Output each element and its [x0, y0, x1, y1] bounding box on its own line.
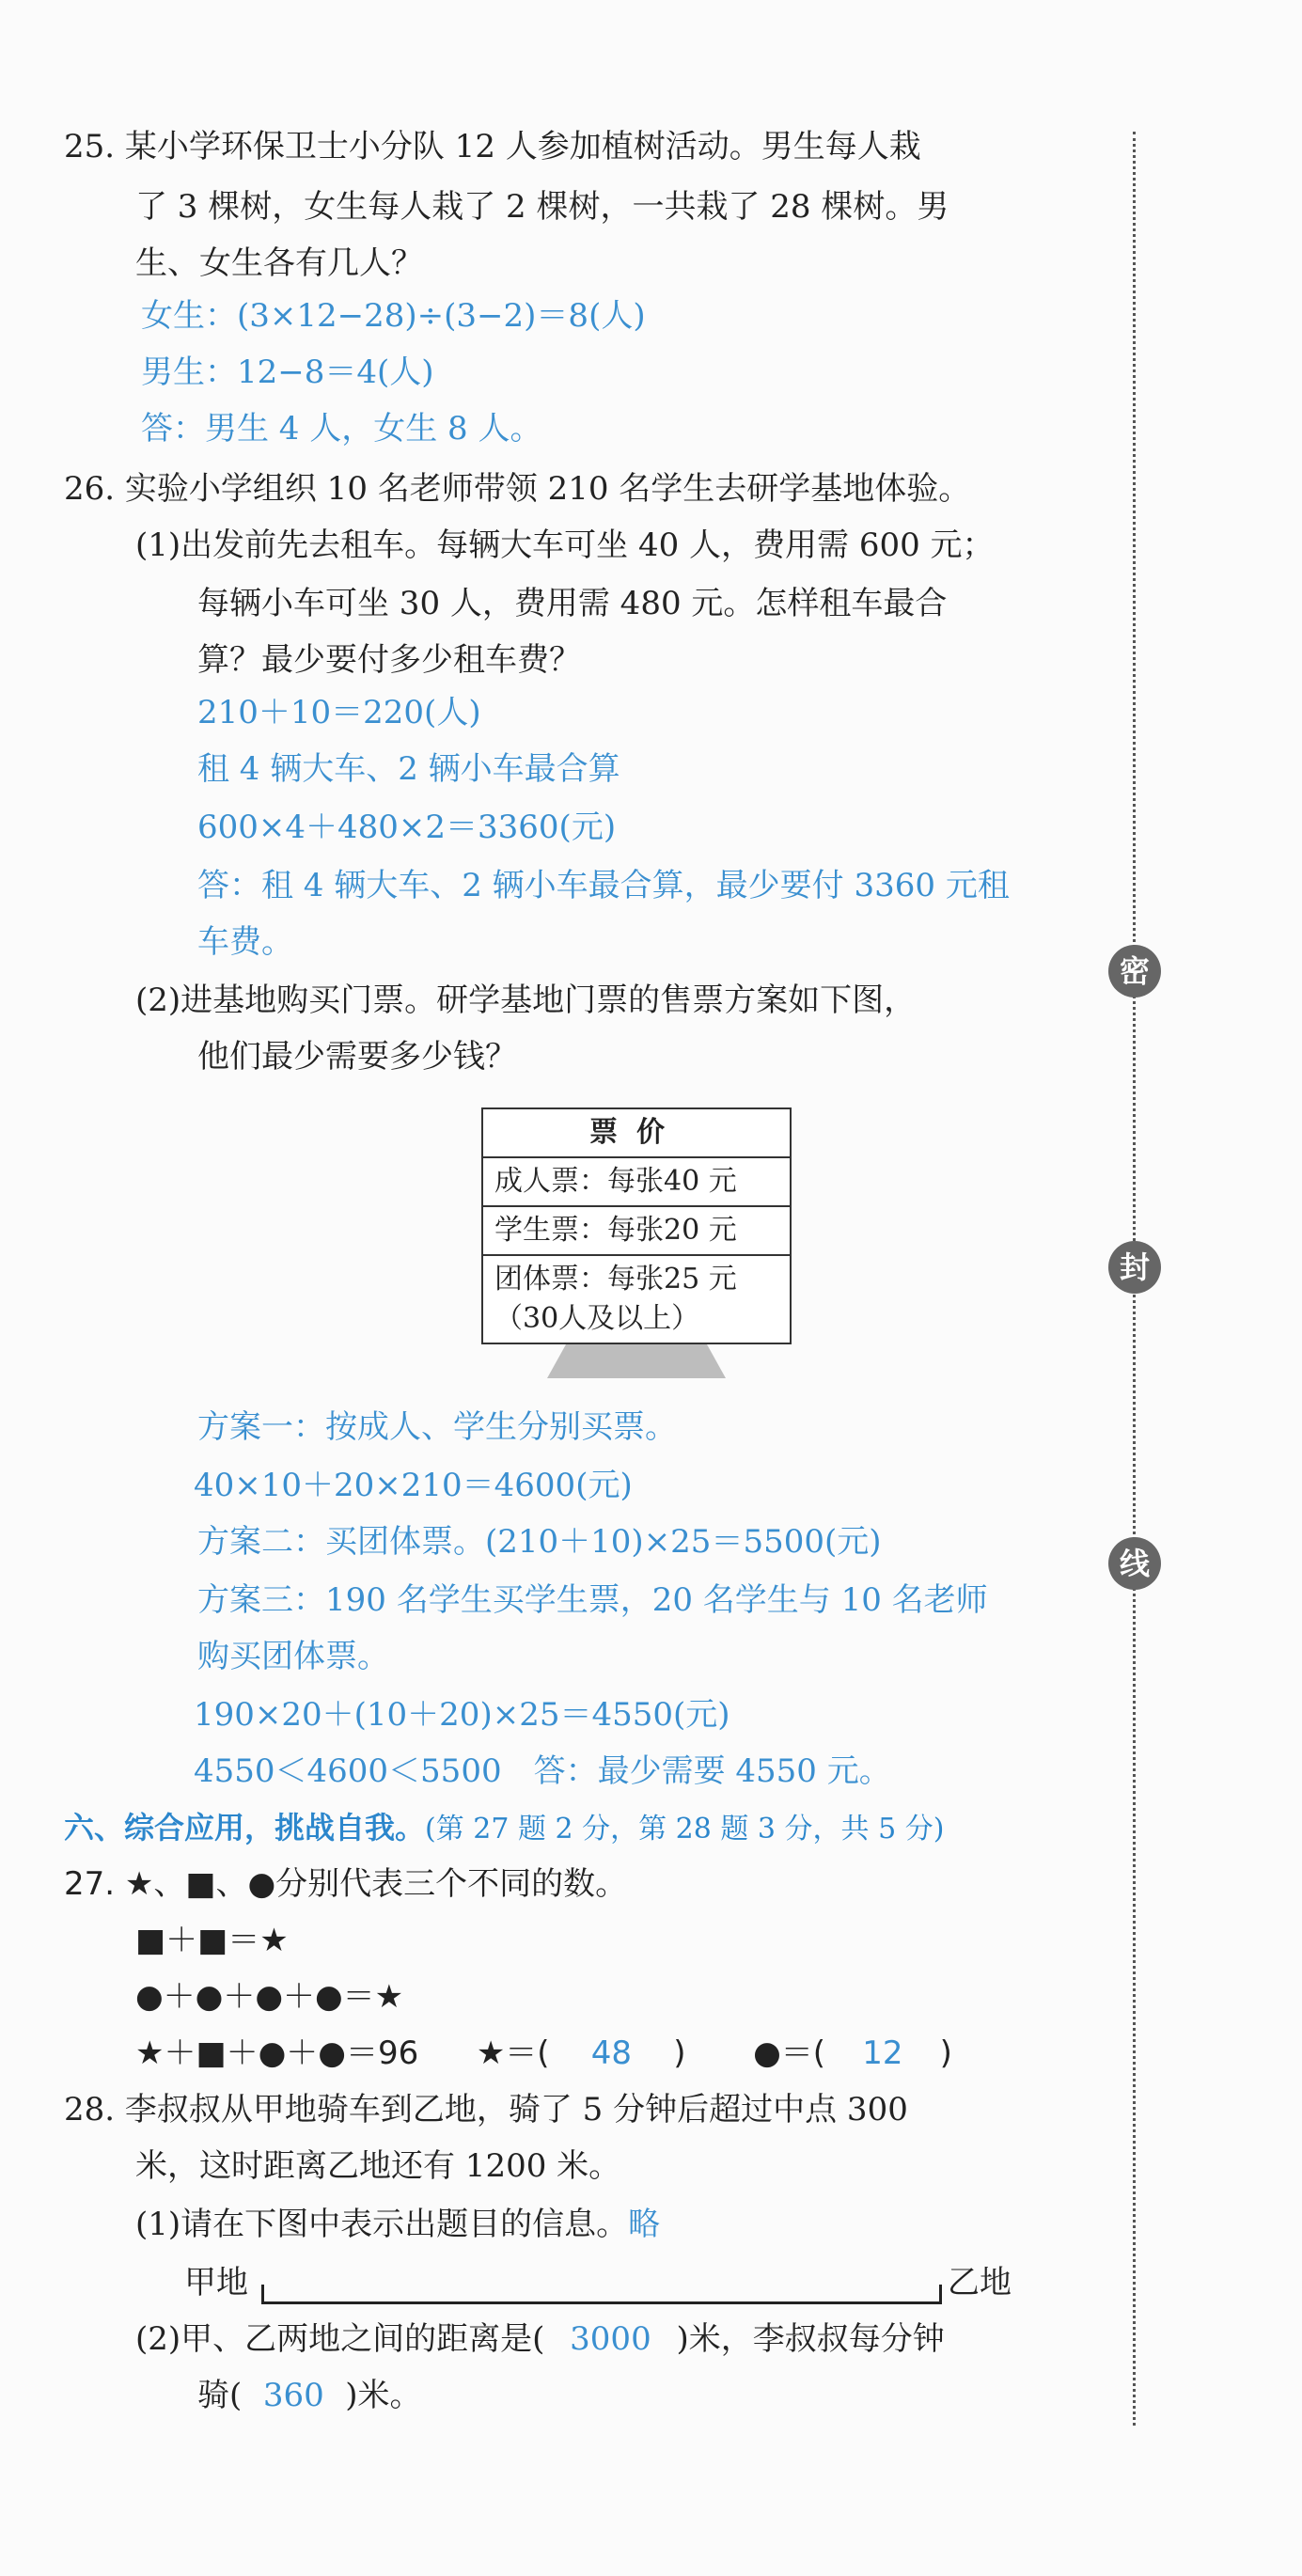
q27-equation-1: ■＋■＝★ [135, 1922, 289, 1959]
q26-part1-line-1: (1)出发前先去租车。每辆大车可坐 40 人，费用需 600 元； [135, 526, 995, 564]
seal-mark-feng: 封 [1108, 1241, 1161, 1294]
q27-star-label: ★＝( [476, 2034, 550, 2072]
distance-line-segment [261, 2285, 942, 2304]
q28-part2-text-c: 骑( [197, 2377, 243, 2414]
q28-part2-line-1 [135, 2317, 945, 2362]
board-stand [547, 1344, 726, 1378]
q25-answer-1: 女生：(3×12−28)÷(3−2)＝8(人) [141, 297, 646, 335]
q26-part2-line-2: 他们最少需要多少钱？ [197, 1038, 517, 1076]
q26-part2-answer-5: 购买团体票。 [197, 1638, 389, 1675]
q26-line-1: 26. 实验小学组织 10 名老师带领 210 名学生去研学基地体验。 [64, 470, 971, 508]
q28-part1 [135, 2202, 660, 2247]
q26-part1-answer-4: 答：租 4 辆大车、2 辆小车最合算，最少要付 3360 元租 [197, 867, 1010, 904]
q28-line-2: 米，这时距离乙地还有 1200 米。 [135, 2147, 621, 2185]
q27-circle-label: ●＝( [753, 2034, 826, 2072]
q27-star-answer: 48 [590, 2034, 633, 2072]
ticket-adult: 成人票：每张40 元 [482, 1157, 791, 1206]
q26-part2-answer-7: 4550＜4600＜5500 答：最少需要 4550 元。 [194, 1752, 891, 1790]
q27-circle-answer: 12 [862, 2034, 903, 2072]
ticket-student: 学生票：每张20 元 [482, 1206, 791, 1255]
q25-line-2: 了 3 棵树，女生每人栽了 2 棵树，一共栽了 28 棵树。男 [135, 188, 949, 226]
ticket-price-table [481, 1107, 792, 1344]
seal-mark-mi: 密 [1108, 945, 1161, 997]
q25-answer-3: 答：男生 4 人，女生 8 人。 [141, 410, 542, 448]
q28-start-label: 甲地 [184, 2264, 248, 2301]
q27-line-1: 27. ★、■、●分别代表三个不同的数。 [64, 1865, 628, 1903]
q26-part1-answer-1: 210＋10＝220(人) [197, 694, 481, 731]
q26-part1-line-2: 每辆小车可坐 30 人，费用需 480 元。怎样租车最合 [197, 585, 948, 622]
ticket-group-price: 团体票：每张25 元 [494, 1263, 737, 1296]
q26-part2-answer-2: 40×10＋20×210＝4600(元) [194, 1467, 633, 1504]
q28-distance-answer: 3000 [570, 2320, 651, 2358]
q28-part2-text-d: )米。 [345, 2377, 422, 2414]
section-6-title: 六、综合应用，挑战自我。 [64, 1810, 426, 1846]
ticket-title: 票价 [482, 1108, 791, 1157]
q28-part2-line-2 [197, 2373, 422, 2418]
q26-part1-answer-2: 租 4 辆大车、2 辆小车最合算 [197, 750, 620, 788]
q27-star-close: ) [673, 2034, 686, 2072]
ticket-group [482, 1255, 791, 1343]
q27-equation-3 [135, 2031, 952, 2076]
section-6-points: (第 27 题 2 分，第 28 题 3 分，共 5 分) [425, 1813, 945, 1846]
q26-part1-answer-3: 600×4＋480×2＝3360(元) [197, 809, 617, 846]
q25-line-3: 生、女生各有几人？ [135, 244, 423, 282]
q28-part2-text-a: (2)甲、乙两地之间的距离是( [135, 2320, 545, 2358]
q26-part2-answer-1: 方案一：按成人、学生分别买票。 [197, 1408, 677, 1446]
ticket-price-board [481, 1107, 792, 1378]
q28-line-1: 28. 李叔叔从甲地骑车到乙地，骑了 5 分钟后超过中点 300 [64, 2091, 908, 2128]
q25-answer-2: 男生：12−8＝4(人) [141, 353, 434, 391]
q26-part1-line-3: 算？最少要付多少租车费？ [197, 641, 581, 679]
q27-equation-2: ●＋●＋●＋●＝★ [135, 1978, 404, 2016]
seal-mark-xian: 线 [1108, 1537, 1161, 1590]
q26-part1-answer-5: 车费。 [197, 923, 293, 961]
q28-end-label: 乙地 [948, 2264, 1012, 2301]
q28-speed-answer: 360 [262, 2377, 324, 2414]
q27-circle-close: ) [939, 2034, 952, 2072]
q26-part2-answer-4: 方案三：190 名学生买学生票，20 名学生与 10 名老师 [197, 1581, 988, 1619]
q25-line-1: 25. 某小学环保卫士小分队 12 人参加植树活动。男生每人栽 [64, 128, 921, 165]
q28-part1-text: (1)请在下图中表示出题目的信息。 [135, 2206, 629, 2243]
q26-part2-line-1: (2)进基地购买门票。研学基地门票的售票方案如下图， [135, 982, 917, 1019]
q26-part2-answer-6: 190×20＋(10＋20)×25＝4550(元) [194, 1696, 730, 1734]
q27-equation-3-text: ★＋■＋●＋●＝96 [135, 2034, 419, 2072]
ticket-group-note: （30人及以上） [494, 1302, 700, 1335]
q28-part2-text-b: )米，李叔叔每分钟 [676, 2320, 945, 2358]
q28-part1-answer: 略 [628, 2206, 661, 2243]
section-6-header [64, 1805, 944, 1852]
q26-part2-answer-3: 方案二：买团体票。(210＋10)×25＝5500(元) [197, 1523, 882, 1561]
